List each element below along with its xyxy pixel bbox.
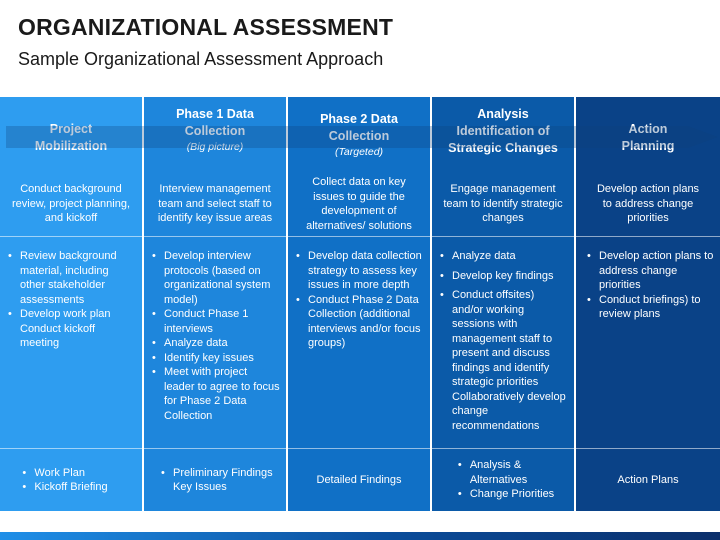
header-line: Strategic Changes (448, 141, 558, 155)
column-description: Collect data on key issues to guide the development of alternatives/ solutions (306, 176, 412, 232)
header-line: Analysis (477, 107, 529, 121)
header-line: Collection (328, 129, 390, 143)
list-item: • Conduct briefings) to review plans (599, 293, 714, 322)
list-item: • Develop key findings (452, 269, 568, 284)
column-footer (576, 449, 720, 511)
list-item: • Conduct Phase 2 Data Collection (additional interviews and/or focus groups) (308, 293, 424, 351)
column-description: Develop action plans to address change priorities (596, 183, 700, 225)
list-item: • Develop work plan Conduct kickoff meeting (20, 307, 136, 351)
header-line: Identification of (456, 124, 550, 138)
list-item: • Meet with project leader to agree to focus for Phase 2 Data Collection (164, 365, 280, 423)
column-bullets (288, 237, 430, 448)
assessment-table (0, 97, 720, 511)
column-description: Conduct background review, project planning, and kickoff (11, 183, 130, 225)
page-title: ORGANIZATIONAL ASSESSMENT (18, 14, 394, 40)
list-item: • Identify key issues (164, 351, 280, 366)
header-line: Action (628, 121, 668, 136)
column-phase2-data-collection (288, 97, 430, 511)
column-description: Engage management team to identify strategic changes (443, 183, 563, 225)
column-analysis (432, 97, 574, 511)
column-description: Interview management team and select staff to identify key issue areas (157, 183, 273, 225)
list-item: • Develop action plans to address change priorities (599, 249, 714, 293)
header-line: Mobilization (34, 138, 108, 153)
list-item: • Analyze data (452, 249, 568, 264)
column-action-planning (576, 97, 720, 511)
header-line: Collection (184, 124, 246, 138)
footer-text: Detailed Findings (316, 473, 402, 486)
list-item: • Preliminary Findings Key Issues (173, 466, 273, 495)
header-line: Phase 2 Data (320, 112, 398, 126)
process-arrow-icon (6, 122, 720, 152)
list-item: • Kickoff Briefing (34, 480, 107, 495)
column-bullets (144, 237, 286, 448)
page-subtitle: Sample Organizational Assessment Approach (18, 49, 384, 69)
list-item: • Work Plan (34, 466, 107, 481)
list-item: • Conduct offsites) and/or working sessions with management staff to present and discuss findings and identify strategic priorities Collaboratively develop change recommendations (452, 288, 568, 433)
list-item: • Analyze data (164, 336, 280, 351)
header-line: Planning (621, 138, 675, 153)
column-footer (432, 449, 574, 511)
column-footer (288, 449, 430, 511)
column-bullets (432, 237, 574, 448)
list-item: • Analysis & Alternatives (470, 458, 550, 487)
list-item: • Conduct Phase 1 interviews (164, 307, 280, 336)
list-item: • Develop interview protocols (based on organizational system model) (164, 249, 280, 307)
list-item: • Change Priorities (470, 487, 554, 502)
column-bullets (576, 237, 720, 448)
header-line: Project (49, 121, 93, 136)
list-item: • Develop data collection strategy to assess key issues in more depth (308, 249, 424, 293)
column-footer (0, 449, 142, 511)
column-phase1-data-collection (144, 97, 286, 511)
footer-text: Action Plans (617, 473, 679, 486)
column-footer (144, 449, 286, 511)
list-item: • Review background material, including other stakeholder assessments (20, 249, 136, 307)
column-project-mobilization (0, 97, 142, 511)
header-subtitle: (Big picture) (186, 141, 244, 153)
bottom-accent-bar (0, 532, 720, 540)
column-bullets (0, 237, 142, 448)
header-subtitle: (Targeted) (334, 146, 384, 158)
header-line: Phase 1 Data (176, 107, 254, 121)
